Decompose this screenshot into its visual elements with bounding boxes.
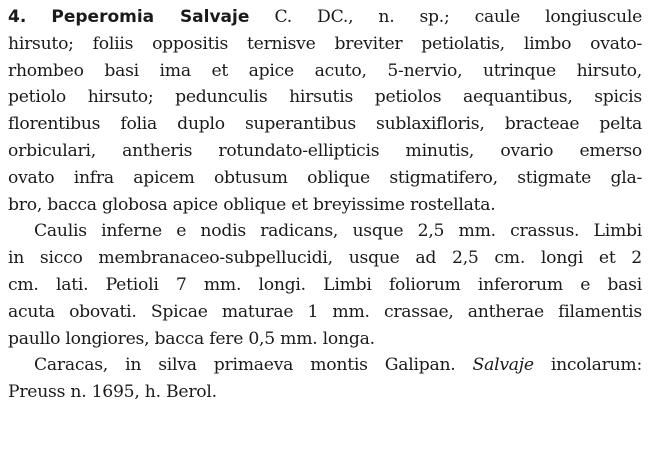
entry-author-and-start: C. DC., n. sp.; caule longiuscule xyxy=(249,7,642,27)
document-page xyxy=(8,4,642,406)
entry-heading-line xyxy=(8,4,642,31)
diagnosis-line: hirsuto; foliis oppositis ternisve breviter petiolatis, limbo ovato- xyxy=(8,33,642,54)
diagnosis-line: florentibus folia duplo superantibus sublaxifloris, bracteae pelta xyxy=(8,114,642,135)
vernacular-name: Salvaje xyxy=(472,355,534,376)
diagnosis-line-last: bro, bacca globosa apice oblique et breyissime rostellata. xyxy=(8,194,496,215)
diagnosis-line: petiolo hirsuto; pedunculis hirsutis petiolos aequantibus, spicis xyxy=(8,87,642,108)
entry-number: 4. xyxy=(8,7,27,27)
specimen-citation: Preuss n. 1695, h. Berol. xyxy=(8,382,217,403)
description-line: in sicco membranaceo-subpellucidi, usque ad 2,5 cm. longi et 2 xyxy=(8,248,642,269)
diagnosis-line: ovato infra apicem obtusum oblique stigmatifero, stigmate gla- xyxy=(8,167,642,188)
description-line-first: Caulis inferne e nodis radicans, usque 2,5 mm. crassus. Limbi xyxy=(34,221,642,242)
species-name: Peperomia Salvaje xyxy=(51,7,250,27)
description-line-last: paullo longiores, bacca fere 0,5 mm. longa. xyxy=(8,328,375,349)
locality-text: Caracas, in silva primaeva montis Galipan. xyxy=(34,355,473,376)
diagnosis-line: orbiculari, antheris rotundato-ellipticis minutis, ovario emerso xyxy=(8,140,642,161)
locality-suffix: incolarum: xyxy=(533,355,642,376)
description-line: cm. lati. Petioli 7 mm. longi. Limbi foliorum inferorum e basi xyxy=(8,274,642,295)
description-line: acuta obovati. Spicae maturae 1 mm. crassae, antherae filamentis xyxy=(8,301,642,322)
locality-line xyxy=(8,352,642,379)
diagnosis-line: rhombeo basi ima et apice acuto, 5-nervio, utrinque hirsuto, xyxy=(8,60,642,81)
